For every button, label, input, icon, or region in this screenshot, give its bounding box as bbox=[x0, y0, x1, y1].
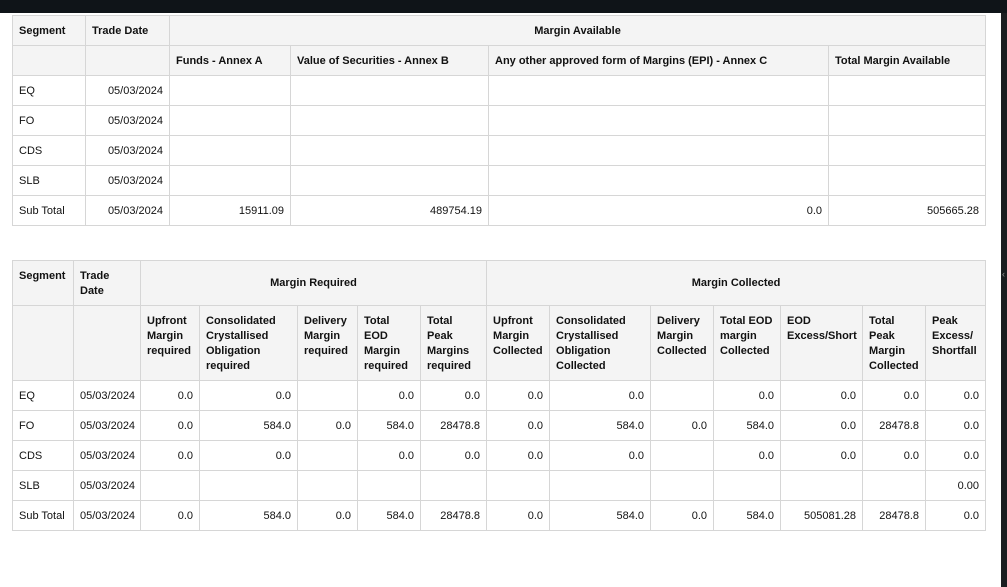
header-col: Total EOD margin Collected bbox=[714, 306, 781, 381]
header-segment: Segment bbox=[13, 16, 86, 46]
header-margin-required: Margin Required bbox=[141, 261, 487, 306]
header-empty bbox=[86, 46, 170, 76]
securities-cell bbox=[291, 76, 489, 106]
value-cell bbox=[298, 441, 358, 471]
value-cell bbox=[298, 471, 358, 501]
scrollbar-track[interactable] bbox=[1001, 13, 1007, 587]
epi-cell bbox=[489, 106, 829, 136]
segment-cell: CDS bbox=[13, 441, 74, 471]
segment-cell: Sub Total bbox=[13, 501, 74, 531]
header-col: Total EOD Margin required bbox=[358, 306, 421, 381]
total-margin-cell bbox=[829, 106, 986, 136]
segment-cell: EQ bbox=[13, 76, 86, 106]
value-cell: 28478.8 bbox=[421, 411, 487, 441]
header-col: Total Peak Margin Collected bbox=[863, 306, 926, 381]
report-panel bbox=[0, 13, 1001, 587]
header-empty bbox=[13, 46, 86, 76]
header-col: Delivery Margin Collected bbox=[651, 306, 714, 381]
header-epi: Any other approved form of Margins (EPI) - Annex C bbox=[489, 46, 829, 76]
epi-cell bbox=[489, 136, 829, 166]
funds-cell bbox=[170, 166, 291, 196]
table-row bbox=[13, 381, 986, 411]
funds-cell bbox=[170, 136, 291, 166]
value-cell: 0.0 bbox=[863, 441, 926, 471]
trade-date-cell: 05/03/2024 bbox=[74, 411, 141, 441]
value-cell bbox=[651, 381, 714, 411]
value-cell: 0.0 bbox=[781, 381, 863, 411]
trade-date-cell: 05/03/2024 bbox=[74, 471, 141, 501]
trade-date-cell: 05/03/2024 bbox=[74, 501, 141, 531]
value-cell: 505081.28 bbox=[781, 501, 863, 531]
header-col: Upfront Margin Collected bbox=[487, 306, 550, 381]
value-cell: 584.0 bbox=[358, 501, 421, 531]
segment-cell: Sub Total bbox=[13, 196, 86, 226]
header-empty bbox=[74, 306, 141, 381]
value-cell bbox=[421, 471, 487, 501]
value-cell: 0.0 bbox=[298, 411, 358, 441]
value-cell: 0.0 bbox=[487, 501, 550, 531]
table-row bbox=[13, 136, 986, 166]
value-cell: 0.0 bbox=[421, 441, 487, 471]
epi-cell bbox=[489, 76, 829, 106]
value-cell bbox=[651, 441, 714, 471]
segment-cell: FO bbox=[13, 106, 86, 136]
value-cell: 0.0 bbox=[200, 441, 298, 471]
value-cell: 28478.8 bbox=[421, 501, 487, 531]
segment-cell: SLB bbox=[13, 471, 74, 501]
header-margin-collected: Margin Collected bbox=[487, 261, 986, 306]
header-col: Total Peak Margins required bbox=[421, 306, 487, 381]
trade-date-cell: 05/03/2024 bbox=[86, 76, 170, 106]
value-cell: 0.0 bbox=[141, 411, 200, 441]
table-row bbox=[13, 106, 986, 136]
value-cell bbox=[487, 471, 550, 501]
value-cell: 0.0 bbox=[550, 441, 651, 471]
value-cell: 0.0 bbox=[358, 381, 421, 411]
value-cell: 28478.8 bbox=[863, 501, 926, 531]
header-funds: Funds - Annex A bbox=[170, 46, 291, 76]
epi-cell bbox=[489, 166, 829, 196]
securities-cell: 489754.19 bbox=[291, 196, 489, 226]
table-row bbox=[13, 166, 986, 196]
header-col: Consolidated Crystallised Obligation Collected bbox=[550, 306, 651, 381]
total-margin-cell: 505665.28 bbox=[829, 196, 986, 226]
value-cell: 0.0 bbox=[926, 411, 986, 441]
value-cell bbox=[200, 471, 298, 501]
trade-date-cell: 05/03/2024 bbox=[86, 196, 170, 226]
table-row bbox=[13, 501, 986, 531]
header-margin-available: Margin Available bbox=[170, 16, 986, 46]
value-cell: 0.0 bbox=[141, 441, 200, 471]
value-cell: 0.0 bbox=[358, 441, 421, 471]
value-cell: 584.0 bbox=[200, 501, 298, 531]
value-cell bbox=[714, 471, 781, 501]
value-cell: 0.0 bbox=[926, 501, 986, 531]
segment-cell: EQ bbox=[13, 381, 74, 411]
value-cell: 584.0 bbox=[550, 501, 651, 531]
segment-cell: SLB bbox=[13, 166, 86, 196]
header-segment: Segment bbox=[13, 261, 74, 306]
header-trade-date: Trade Date bbox=[86, 16, 170, 46]
total-margin-cell bbox=[829, 166, 986, 196]
header-col: Consolidated Crystallised Obligation required bbox=[200, 306, 298, 381]
value-cell: 0.0 bbox=[651, 411, 714, 441]
header-empty bbox=[13, 306, 74, 381]
header-col: Delivery Margin required bbox=[298, 306, 358, 381]
value-cell bbox=[358, 471, 421, 501]
window-top-bar bbox=[0, 0, 1007, 13]
trade-date-cell: 05/03/2024 bbox=[74, 381, 141, 411]
value-cell: 0.0 bbox=[141, 501, 200, 531]
value-cell: 28478.8 bbox=[863, 411, 926, 441]
value-cell: 0.0 bbox=[714, 381, 781, 411]
trade-date-cell: 05/03/2024 bbox=[86, 106, 170, 136]
value-cell: 0.0 bbox=[141, 381, 200, 411]
securities-cell bbox=[291, 106, 489, 136]
header-trade-date: Trade Date bbox=[74, 261, 141, 306]
header-col: Peak Excess/ Shortfall bbox=[926, 306, 986, 381]
value-cell: 0.0 bbox=[550, 381, 651, 411]
margin-required-collected-table bbox=[12, 260, 986, 531]
trade-date-cell: 05/03/2024 bbox=[86, 166, 170, 196]
cursor-mark-icon: ‹ bbox=[1002, 269, 1005, 279]
value-cell: 0.0 bbox=[781, 441, 863, 471]
value-cell: 0.0 bbox=[714, 441, 781, 471]
value-cell bbox=[781, 471, 863, 501]
header-total-margin: Total Margin Available bbox=[829, 46, 986, 76]
securities-cell bbox=[291, 136, 489, 166]
funds-cell: 15911.09 bbox=[170, 196, 291, 226]
value-cell: 584.0 bbox=[714, 501, 781, 531]
value-cell bbox=[298, 381, 358, 411]
value-cell: 0.0 bbox=[298, 501, 358, 531]
value-cell: 0.0 bbox=[487, 411, 550, 441]
table-row bbox=[13, 471, 986, 501]
table-row bbox=[13, 441, 986, 471]
total-margin-cell bbox=[829, 136, 986, 166]
table-row bbox=[13, 76, 986, 106]
value-cell: 584.0 bbox=[550, 411, 651, 441]
table-row bbox=[13, 411, 986, 441]
funds-cell bbox=[170, 76, 291, 106]
value-cell: 0.0 bbox=[863, 381, 926, 411]
total-margin-cell bbox=[829, 76, 986, 106]
header-securities: Value of Securities - Annex B bbox=[291, 46, 489, 76]
value-cell: 584.0 bbox=[714, 411, 781, 441]
value-cell: 0.0 bbox=[781, 411, 863, 441]
value-cell bbox=[550, 471, 651, 501]
value-cell: 0.0 bbox=[487, 441, 550, 471]
value-cell: 0.0 bbox=[200, 381, 298, 411]
value-cell: 0.00 bbox=[926, 471, 986, 501]
table-row bbox=[13, 196, 986, 226]
securities-cell bbox=[291, 166, 489, 196]
segment-cell: FO bbox=[13, 411, 74, 441]
trade-date-cell: 05/03/2024 bbox=[74, 441, 141, 471]
value-cell: 0.0 bbox=[926, 441, 986, 471]
value-cell bbox=[651, 471, 714, 501]
header-col: Upfront Margin required bbox=[141, 306, 200, 381]
funds-cell bbox=[170, 106, 291, 136]
trade-date-cell: 05/03/2024 bbox=[86, 136, 170, 166]
epi-cell: 0.0 bbox=[489, 196, 829, 226]
value-cell: 0.0 bbox=[651, 501, 714, 531]
header-col: EOD Excess/Short bbox=[781, 306, 863, 381]
value-cell bbox=[141, 471, 200, 501]
margin-available-table bbox=[12, 15, 986, 226]
value-cell: 584.0 bbox=[358, 411, 421, 441]
segment-cell: CDS bbox=[13, 136, 86, 166]
value-cell: 0.0 bbox=[487, 381, 550, 411]
value-cell: 0.0 bbox=[926, 381, 986, 411]
value-cell bbox=[863, 471, 926, 501]
value-cell: 0.0 bbox=[421, 381, 487, 411]
value-cell: 584.0 bbox=[200, 411, 298, 441]
